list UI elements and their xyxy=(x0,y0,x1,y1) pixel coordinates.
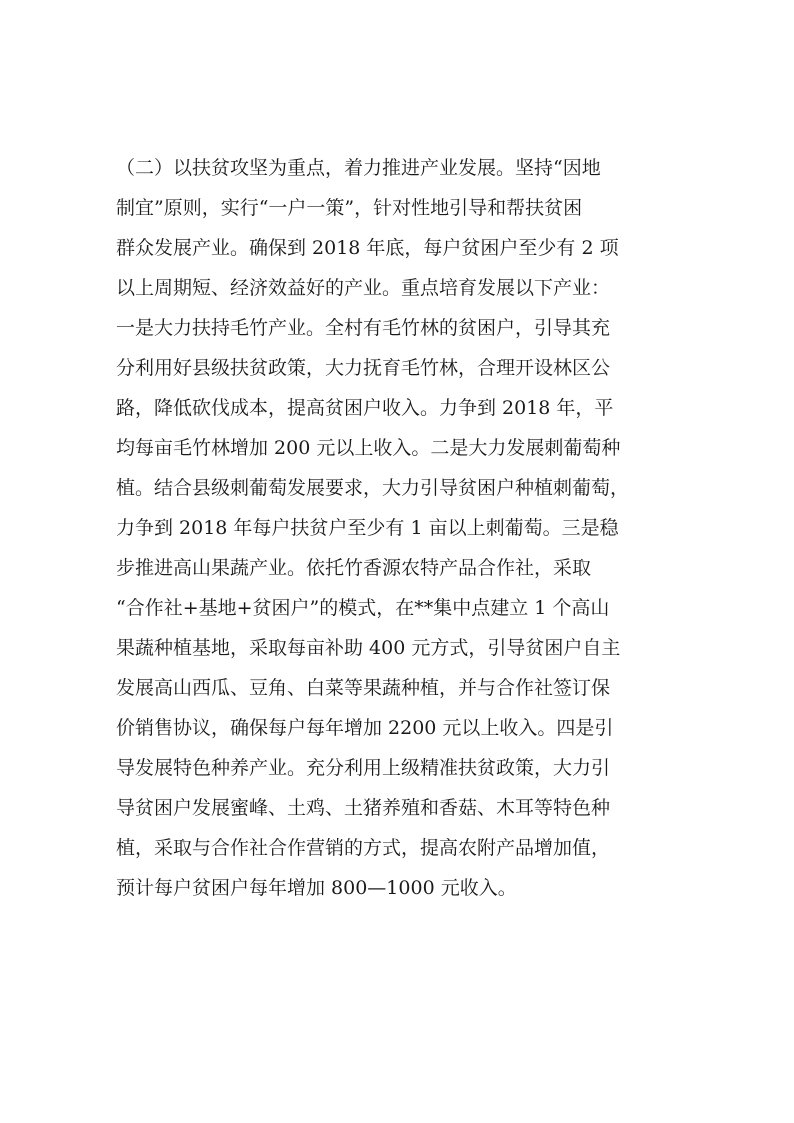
text-line: 导发展特色种养产业。充分利用上级精准扶贫政策，大力引 xyxy=(116,757,611,779)
text-line: 制宜”原则，实行“一户一策”，针对性地引导和帮扶贫困 xyxy=(116,197,583,219)
text-line: 分利用好县级扶贫政策，大力抚育毛竹林，合理开设林区公 xyxy=(116,357,611,379)
text-line: 均每亩毛竹林增加 200 元以上收入。二是大力发展刺葡萄种 xyxy=(116,437,621,459)
text-line: 力争到 2018 年每户扶贫户至少有 1 亩以上刺葡萄。三是稳 xyxy=(116,517,619,539)
text-line: “合作社+基地+贫困户”的模式，在**集中点建立 1 个高山 xyxy=(116,597,610,619)
text-line: 果蔬种植基地，采取每亩补助 400 元方式，引导贫困户自主 xyxy=(116,637,621,659)
text-line: 路，降低砍伐成本，提高贫困户收入。力争到 2018 年，平 xyxy=(116,397,614,419)
text-line: 群众发展产业。确保到 2018 年底，每户贫困户至少有 2 项 xyxy=(116,237,619,259)
text-line: 发展高山西瓜、豆角、白菜等果蔬种植，并与合作社签订保 xyxy=(116,677,611,699)
text-line: 植。结合县级刺葡萄发展要求，大力引导贫困户种植刺葡萄， xyxy=(116,477,630,499)
text-line: 价销售协议，确保每户每年增加 2200 元以上收入。四是引 xyxy=(116,717,614,739)
text-line: 以上周期短、经济效益好的产业。重点培育发展以下产业： xyxy=(116,277,611,299)
paragraph-industry-development xyxy=(116,148,696,908)
text-line: 步推进高山果蔬产业。依托竹香源农特产品合作社，采取 xyxy=(116,557,592,579)
text-line: 植，采取与合作社合作营销的方式，提高农附产品增加值， xyxy=(116,837,611,859)
text-line: （二）以扶贫攻坚为重点，着力推进产业发展。坚持“因地 xyxy=(116,157,601,179)
text-line: 一是大力扶持毛竹产业。全村有毛竹林的贫困户，引导其充 xyxy=(116,317,611,339)
text-line: 导贫困户发展蜜峰、土鸡、土猪养殖和香菇、木耳等特色种 xyxy=(116,797,611,819)
text-line: 预计每户贫困户每年增加 800—1000 元收入。 xyxy=(116,877,517,899)
